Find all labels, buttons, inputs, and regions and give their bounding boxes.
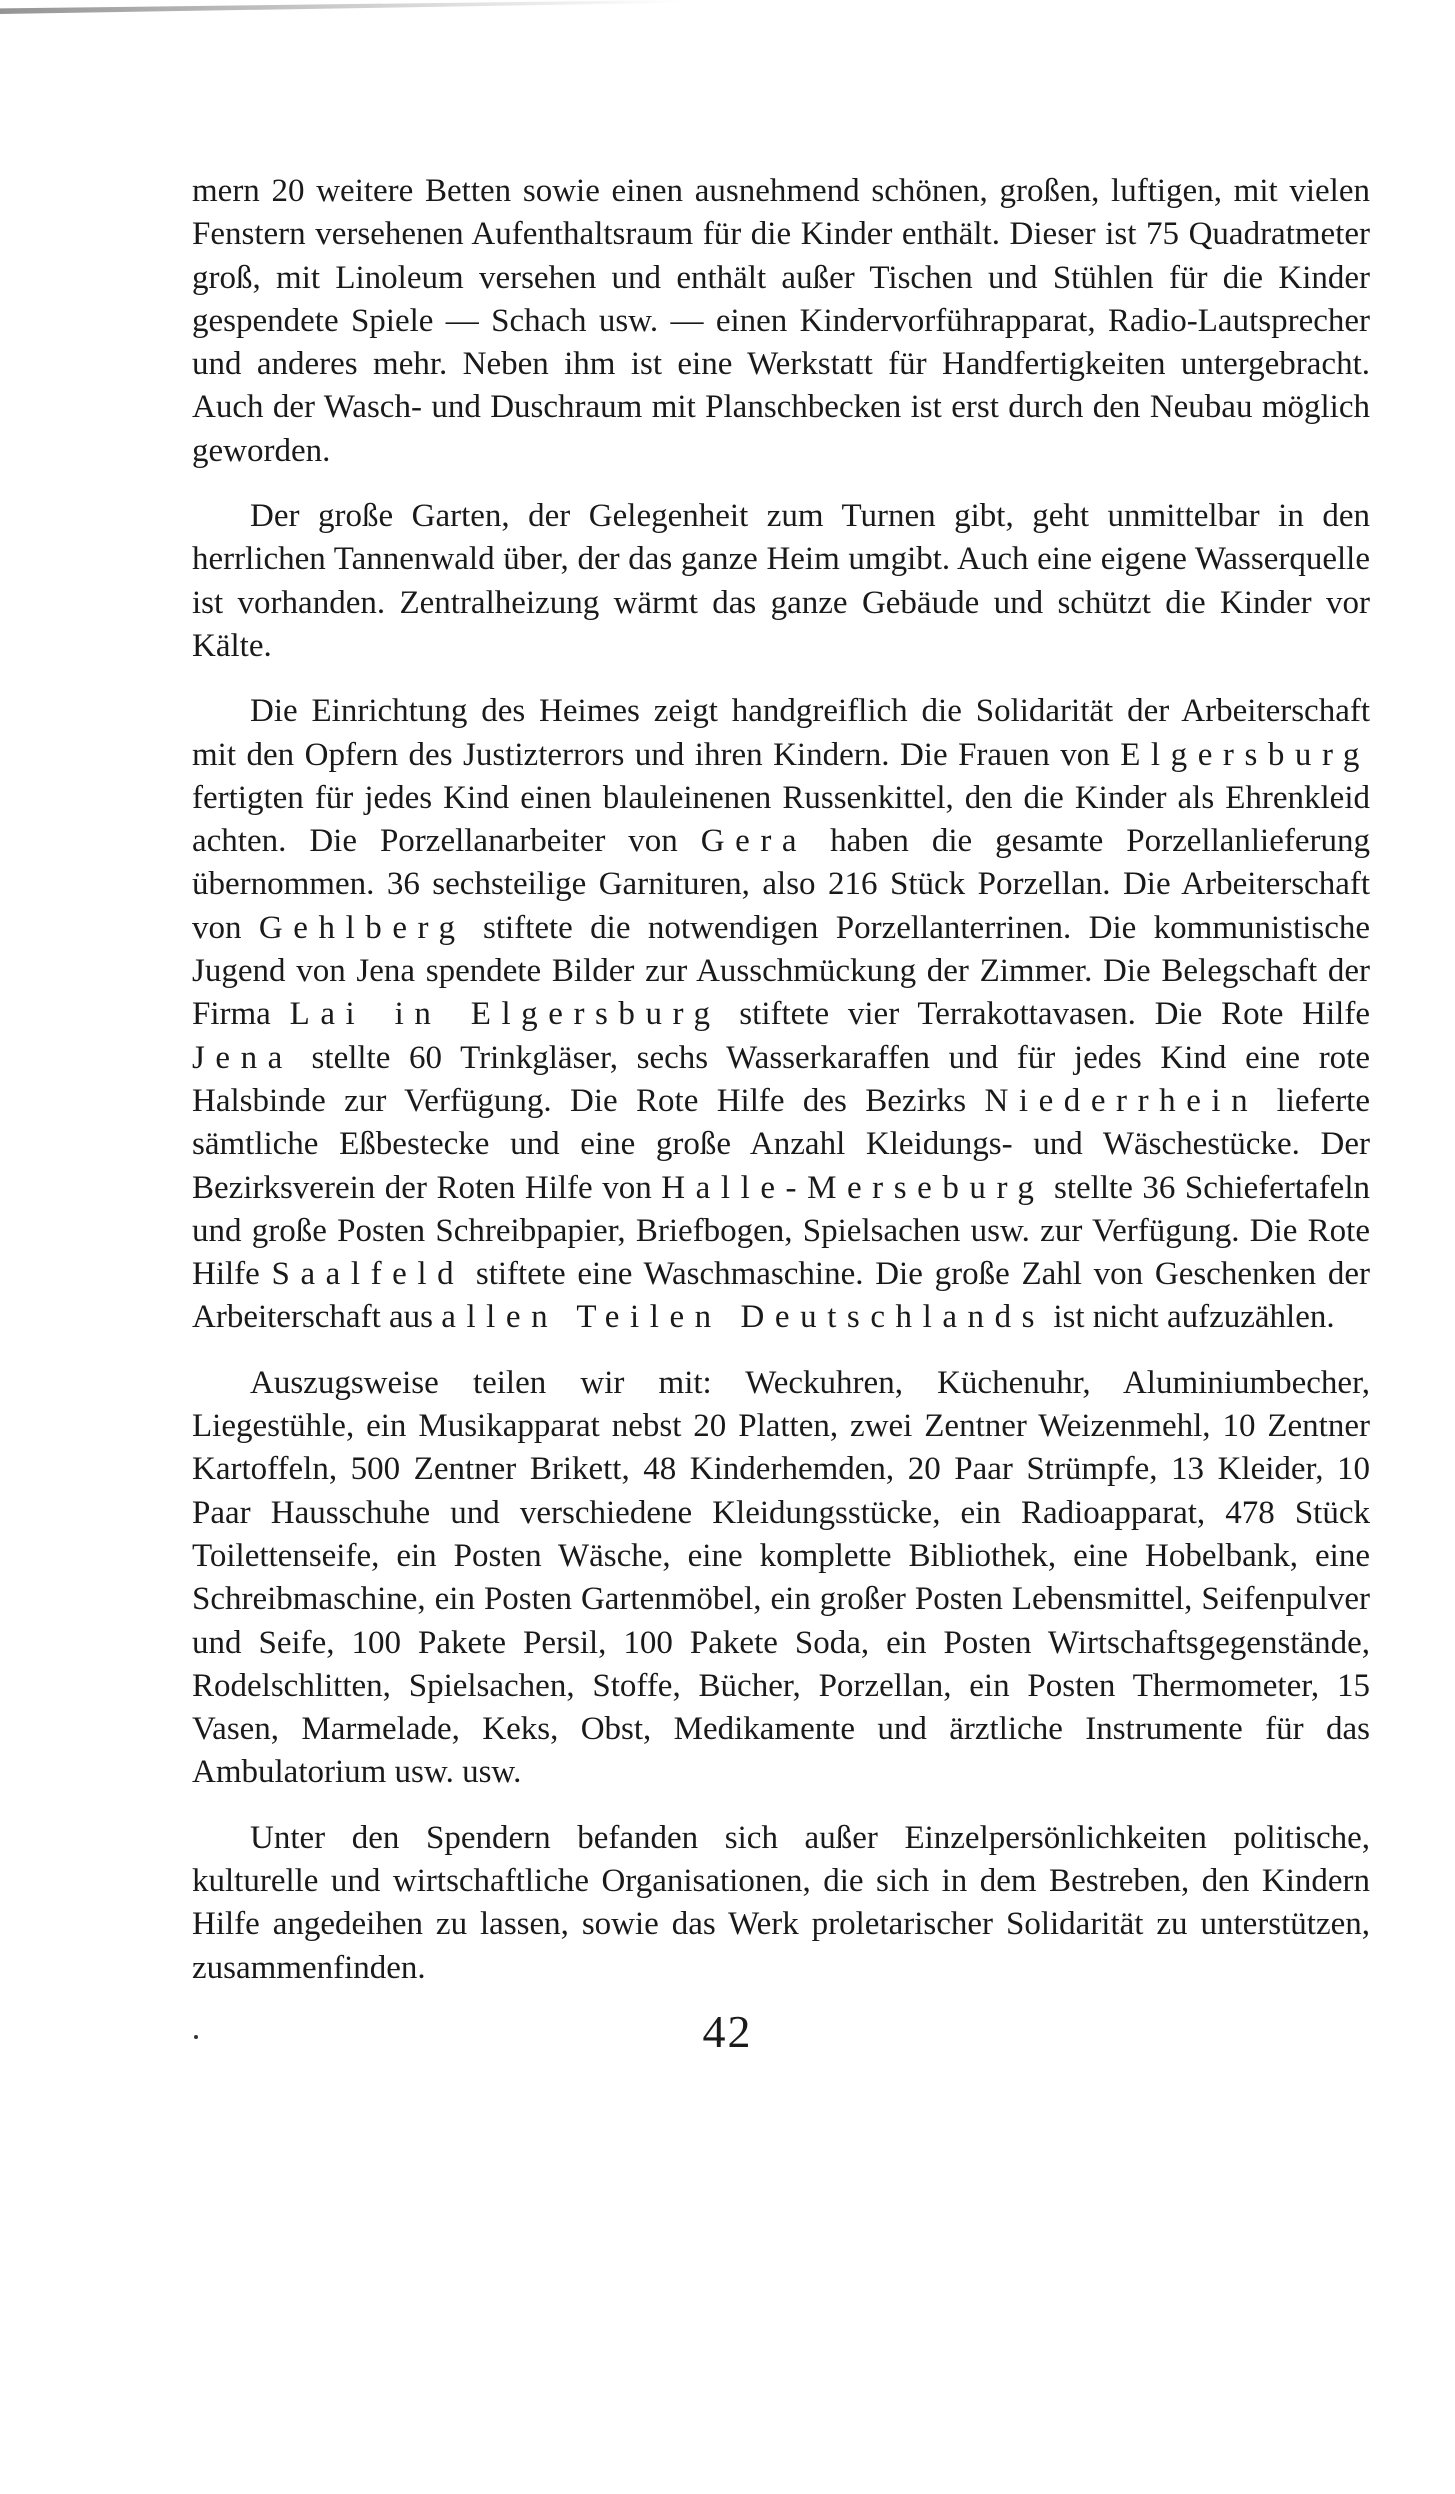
- text-run: haben die gesamte Porzellanlieferung übernommen. 36 sechsteilige Garnituren, also 216 Stück Porzellan. Die Arbeiterschaft von: [192, 823, 1370, 946]
- spaced-name: Jena: [192, 1039, 293, 1076]
- text-run: Der große Garten, der Gelegenheit zum Turnen gibt, geht unmittelbar in den herrlichen Tannenwald über, der das ganze Heim umgibt. Auch eine eigene Wasserquelle ist vorhanden. Zentralheizung wärmt das ganze Gebäude und schützt die Kinder vor Kälte.: [192, 498, 1370, 664]
- spaced-name: Lai in Elgersburg: [289, 996, 721, 1033]
- page-number: 42: [702, 2006, 753, 2057]
- paragraph-5: [192, 1817, 1370, 1990]
- spaced-name: Elgersburg: [1120, 736, 1370, 773]
- text-run: Auszugsweise teilen wir mit: Weckuhren, Küchenuhr, Aluminiumbecher, Liegestühle, ein Musikapparat nebst 20 Platten, zwei Zentner Weizenmehl, 10 Zentner Kartoffeln, 500 Zentner Brikett, 48 Kinderhemden, 20 Paar Strümpfe, 13 Kleider, 10 Paar Hausschuhe und verschiedene Kleidungsstücke, ein Radioapparat, 478 Stück Toilettenseife, ein Posten Wäsche, eine komplette Bibliothek, eine Hobelbank, eine Schreibmaschine, ein Posten Gartenmöbel, ein großer Posten Lebensmittel, Seifenpulver und Seife, 100 Pakete Persil, 100 Pakete Soda, ein Posten Wirtschaftsgegenstände, Rodelschlitten, Spielsachen, Stoffe, Bücher, Porzellan, ein Posten Thermometer, 15 Vasen, Marmelade, Keks, Obst, Medikamente und ärztliche Instrumente für das Ambulatorium usw. usw.: [192, 1364, 1370, 1791]
- scan-artifact: [0, 0, 680, 14]
- text-run: stiftete vier Terrakottavasen. Die Rote Hilfe: [720, 996, 1370, 1033]
- text-run: stiftete die notwendigen Porzellanterrinen. Die kommunistische Jugend von Jena spendete Bilder zur Ausschmückung der Zimmer. Die Belegschaft der Firma: [192, 909, 1370, 1033]
- spaced-name: Saalfeld: [271, 1256, 465, 1293]
- text-run: stellte 36 Schiefertafeln und große Posten Schreibpapier, Briefbogen, Spielsachen usw. zur Verfügung. Die Rote Hilfe: [192, 1169, 1370, 1293]
- text-run: Unter den Spendern befanden sich außer Einzelpersönlichkeiten politische, kulturelle und wirtschaftliche Organisationen, die sich in dem Bestreben, den Kindern Hilfe angedeihen zu lassen, sowie das Werk proletarischer Solidarität zu unterstützen, zusammenfinden.: [192, 1819, 1370, 1986]
- text-run: stellte 60 Trinkgläser, sechs Wasserkaraffen und für jedes Kind eine rote Halsbinde zur Verfügung. Die Rote Hilfe des Bezirks: [192, 1039, 1370, 1119]
- paragraph-1: [192, 170, 1370, 473]
- spaced-name: Halle-Merseburg: [661, 1169, 1045, 1206]
- paragraph-3: [192, 690, 1370, 1339]
- text-run: ist nicht aufzuzählen.: [1045, 1299, 1335, 1336]
- text-run: mern 20 weitere Betten sowie einen ausnehmend schönen, großen, luftigen, mit vielen Fenstern versehenen Aufenthaltsraum für die Kinder enthält. Dieser ist 75 Quadratmeter groß, mit Linoleum versehen und enthält außer Tischen und Stühlen für die Kinder gespendete Spiele — Schach usw. — einen Kindervorführapparat, Radio-Lautsprecher und anderes mehr. Neben ihm ist eine Werkstatt für Handfertigkeiten untergebracht. Auch der Wasch- und Duschraum mit Planschbecken ist erst durch den Neubau möglich geworden.: [192, 173, 1370, 469]
- spaced-name: Gera: [700, 823, 808, 860]
- paragraph-2: [192, 495, 1370, 668]
- text-run: stiftete eine Waschmaschine. Die große Zahl von Geschenken der Arbeiterschaft aus: [192, 1256, 1370, 1336]
- body-text: [192, 170, 1370, 1990]
- text-run: fertigten für jedes Kind einen blauleinenen Russenkittel, den die Kinder als Ehrenkleid achten. Die Porzellanarbeiter von: [192, 779, 1370, 860]
- spaced-name: allen Teilen Deutschlands: [441, 1299, 1046, 1336]
- spaced-name: Gehlberg: [258, 909, 466, 946]
- paragraph-4: [192, 1362, 1370, 1795]
- spaced-name: Niederrhein: [984, 1082, 1259, 1119]
- text-run: Die Einrichtung des Heimes zeigt handgreiflich die Solidarität der Arbeiterschaft mit den Opfern des Justizterrors und ihren Kindern. Die Frauen von: [192, 693, 1370, 773]
- text-run: lieferte sämtliche Eßbestecke und eine große Anzahl Kleidungs- und Wäschestücke. Der Bezirksverein der Roten Hilfe von: [192, 1082, 1370, 1206]
